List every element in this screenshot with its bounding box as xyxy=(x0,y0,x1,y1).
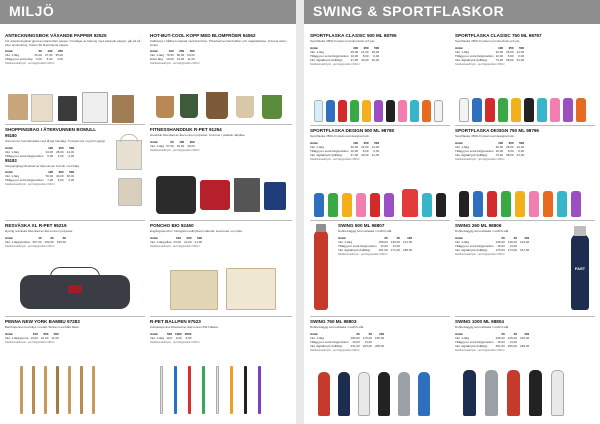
product-classic-750 xyxy=(455,33,595,95)
product-description: Engångsponcho i biologiskt nedbrytbart material. Levereras i en påse. xyxy=(150,229,243,233)
product-description: Sportflaska i BPA-fri plast med designat lock. xyxy=(310,134,370,138)
product-description: Dubbelväggig termosflaska i rostfritt stål. xyxy=(455,229,510,233)
setup-cost-note: Startkostnad/tryck - per färg/position 600 kr xyxy=(150,244,200,248)
product-sku: 95180 xyxy=(5,133,17,138)
product-title: ANTECKNINGSBOK VÄXANDE PAPPER 92525 xyxy=(5,33,107,38)
product-title: SWING 500 ML 98807 xyxy=(338,223,385,228)
setup-cost-note: Startkostnad/tryck - per färg/position 600 kr xyxy=(310,348,360,352)
setup-cost-note: Startkostnad/tryck - per färg/position 600 kr xyxy=(150,148,200,152)
price-table: Antal 100 250 500 Inkl. 1-färg 34,00 28,00 24,00 Tillägg per extra färg/position 5,00 4,00 3,00 xyxy=(5,145,75,158)
product-description: Sportflaska i BPA-fri plast med designat lock. xyxy=(455,134,515,138)
price-table: Antal 25 50 100 Inkl. 1-färg 135,00 130,00 124,00 Tillägg per extra färg/position 19,00 14,00 Inkl. digitaltryck (fullfärg) 170,00 173,00 167,00 xyxy=(455,235,530,252)
price-table: Antal 100 250 500 Inkl. 1-färg 30,00 28,00 24,00 Tillägg per extra färg/position 10,00 8,00 6,00 Inkl. digitaltryck (fullfärg) 73,00 68,00 61,00 xyxy=(455,140,525,157)
price-table: Antal 100 250 500 Inkl. 1-färg 26,00 21,00 18,00 Tillägg per extra färg/position 10,00 8,00 6,00 Inkl. digitaltryck (fullfärg) 37,00 33,00 26,00 xyxy=(310,45,380,62)
product-title: SPORTFLASKA CLASSIC 750 ML 98797 xyxy=(455,33,542,38)
setup-cost-note: Startkostnad/tryck - per färg/position 600 kr xyxy=(5,62,55,66)
setup-cost-note: Startkostnad/tryck - per färg/position 600 kr xyxy=(455,348,505,352)
product-title: SPORTFLASKA DESIGN 500 ML 98798 xyxy=(310,128,394,133)
product-description: Sportflaska i BPA-fri plast med skruvlock och pip. xyxy=(310,39,376,43)
product-swing-260 xyxy=(455,223,561,315)
product-sku: 95183 xyxy=(5,157,17,163)
product-title: SWING 750 ML 98803 xyxy=(310,319,357,324)
price-table: Antal 500 1000 2500 Inkl. 1-färg 10,0 9,00 8,00 xyxy=(150,331,192,340)
setup-cost-note: Startkostnad/tryck - per färg/position 600 kr xyxy=(455,62,505,66)
setup-cost-note: Startkostnad/tryck - per färg/position 600 kr xyxy=(150,340,200,344)
product-description: Shoppingbag tillverkad av återvunnen bomull, med bälg. xyxy=(5,163,80,168)
classic-750-bottles-image xyxy=(455,96,595,124)
bottle-print-label: FAST xyxy=(574,266,586,271)
product-title: SPORTFLASKA DESIGN 750 ML 98796 xyxy=(455,128,539,133)
product-description: Återvunnen bomullsväska med långa handtag. Tryckyta stor nog för logotyp. xyxy=(5,139,107,143)
product-description: Dubbelväggig termosflaska i rostfritt stål. xyxy=(310,325,365,329)
setup-cost-note: Startkostnad/tryck - per färg/position 600 kr xyxy=(5,340,55,344)
product-design-500 xyxy=(310,128,450,188)
price-table: Antal 100 250 500 Inkl. 1-färg 30,00 26,00 21,00 Tillägg per extra färg/position 10,00 8,00 6,00 Inkl. digitaltryck (fullfärg) 73,00 68,00 61,00 xyxy=(455,45,525,62)
product-title: HOT-BUT-COOL KOPP MED BLOMFRÖER 94552 xyxy=(150,33,256,38)
product-poncho xyxy=(150,223,292,263)
swing-500-hero-image xyxy=(306,224,338,314)
product-bamboo-pen xyxy=(5,319,145,359)
product-title: SPORTFLASKA CLASSIC 500 ML 98795 xyxy=(310,33,397,38)
product-title: R-PET BALLPEN 97523 xyxy=(150,319,201,324)
price-table: Antal 100 250 500 Inkl. 1-färg/penna 13,00 10,00 11,00 xyxy=(5,331,59,340)
setup-cost-note: Startkostnad/tryck - per färg/position 600 kr xyxy=(455,157,505,161)
product-description: Dubbelväggig termosflaska i rostfritt stål. xyxy=(338,229,393,233)
left-page-header xyxy=(0,0,296,24)
product-description: Sportflaska i BPA-fri plast med skruvlock och pip. xyxy=(455,39,521,43)
product-title: SWING 260 ML 98806 xyxy=(455,223,502,228)
product-swing-1000 xyxy=(455,319,595,363)
price-table: Antal 100 250 500 Inkl. 1-färg 30,00 24,00 21,00 Tillägg per extra färg/position 10,00 8,00 6,00 Inkl. digitaltryck (fullfärg) 47,00 43,00 41,00 xyxy=(310,140,380,157)
design-750-bottles-image xyxy=(455,189,595,219)
price-table: Antal 25 50 100 Inkl. 1-färg 236,00 215,00 210,00 Tillägg per extra färg/position 19,00 14,00 Inkl. digitaltryck (fullfärg) 261,00 255,00 248,00 xyxy=(455,331,530,348)
product-notebook xyxy=(5,33,145,91)
setup-cost-note: Startkostnad/tryck - per färg/position 600 kr xyxy=(310,157,360,161)
product-title: RESVÄSKA XL R-PET 95219 xyxy=(5,223,67,228)
setup-cost-note: Startkostnad/tryck - per färg/position 600 kr xyxy=(310,62,360,66)
price-table: Antal 50 100 250 Inkl. 1-färg 57,00 46,00 40,00 xyxy=(150,139,195,148)
setup-cost-note: Startkostnad/tryck - per färg/position 600 kr xyxy=(5,244,55,248)
price-table: Antal 100 250 500 Inkl. 1-färg 79,00 60,00 54,00 Extra färg 19,00 13,00 11,00 xyxy=(150,49,195,62)
product-swing-500 xyxy=(338,223,450,315)
page-spine xyxy=(296,0,304,424)
product-title: FITNESSHANDDUK R-PET 91254 xyxy=(150,127,222,132)
price-table: Antal 10 25 50 Inkl. 1-färg/position 467,00 452,00 435,00 xyxy=(5,235,66,244)
swing-260-hero-image xyxy=(563,226,597,314)
travel-bag-image xyxy=(10,265,146,315)
right-page-header xyxy=(304,0,600,24)
product-title: SHOPPINGBAG I ÅTERVUNNEN BOMULL xyxy=(5,127,97,132)
cup-image xyxy=(150,86,292,122)
price-table: Antal 100 250 500 Inkl. 1-färg 50,00 40,00 38,00 Tillägg per extra färg/position 7,00 6,00 4,00 xyxy=(5,170,75,183)
setup-cost-note: Startkostnad/tryck - per färg/position 600 kr xyxy=(150,62,200,66)
product-swing-750 xyxy=(310,319,450,363)
product-shoppingbag xyxy=(5,127,109,220)
notebook-image xyxy=(8,92,148,126)
price-table: Antal 25 50 100 Inkl. 1-färg 158,00 136,00 131,00 Tillägg per extra färg/position 13,00 13,00 Inkl. digitaltryck (fullfärg) 161,00 171,00 188,00 xyxy=(338,235,413,252)
product-description: Handduk tillverkad av återvunnen polyester. Kommer i praktisk nätpåse. xyxy=(150,133,246,137)
product-title: PENNA NEW YORK BAMBU 97283 xyxy=(5,319,80,324)
product-fitness-towel xyxy=(150,127,292,171)
product-description: Kaffekopp i hållbart material med blomfröer. Tillverkad av bambufiber och majsstärkelse. Fröerna sitter i locket. xyxy=(150,39,288,47)
product-travel-bag xyxy=(5,223,145,263)
design-500-bottles-image xyxy=(310,189,450,219)
product-title: SWING 1000 ML 98804 xyxy=(455,319,504,324)
left-page-title: MILJÖ xyxy=(9,3,55,19)
price-table: Antal 50 100 250 Inkl. 1-färg 46,00 37,00 35,00 Tillägg per extra färg 5,00 5,00 4,00 xyxy=(5,49,63,62)
price-table: Antal 25 50 100 Inkl. 1-färg 186,00 176,00 165,00 Tillägg per extra färg/position 19,00 14,00 Inkl. digitaltryck (fullfärg) 231,00 225,00 208,00 xyxy=(310,331,385,348)
rpet-pen-image xyxy=(150,362,292,418)
product-description: Rymlig resväska tillverkad av återvunnen polyester. xyxy=(5,229,74,233)
setup-cost-note: Startkostnad/tryck - per färg/position 600 kr xyxy=(338,252,388,256)
classic-500-bottles-image xyxy=(310,96,450,124)
poncho-image xyxy=(150,266,292,314)
swing-1000-bottles-image xyxy=(457,366,595,420)
shoppingbag-image xyxy=(112,132,148,212)
product-description: För anteckningsbok gjord av planterbart papper. Omslaget av kartong med växande papper, går att så efter användning. Kräver 90 blad linjerat papper. xyxy=(5,39,141,47)
product-cup xyxy=(150,33,292,85)
product-description: Dubbelväggig termosflaska i rostfritt stål. xyxy=(455,325,510,329)
product-rpet-pen xyxy=(150,319,292,359)
fitness-towel-image xyxy=(150,174,292,218)
setup-cost-note: Startkostnad/tryck - per färg/position 600 kr xyxy=(5,183,55,187)
bamboo-pen-image xyxy=(10,362,146,418)
right-page-title: SWING & SPORTFLASKOR xyxy=(313,3,505,19)
swing-750-bottles-image xyxy=(312,366,450,420)
product-description: Kulspetspenna tillverkad av återvunnen PET-flaska. xyxy=(150,325,219,329)
product-title: PONCHO BIO 92460 xyxy=(150,223,194,228)
product-description: Bambupenna med klips i metall. Skriver med blått bläck. xyxy=(5,325,80,329)
product-design-750 xyxy=(455,128,595,188)
setup-cost-note: Startkostnad/tryck - per färg/position 600 kr xyxy=(455,252,505,256)
product-classic-500 xyxy=(310,33,450,95)
price-table: Antal 100 250 500 Inkl. 1-färg/påse 23,00 22,00 21,00 xyxy=(150,235,203,244)
